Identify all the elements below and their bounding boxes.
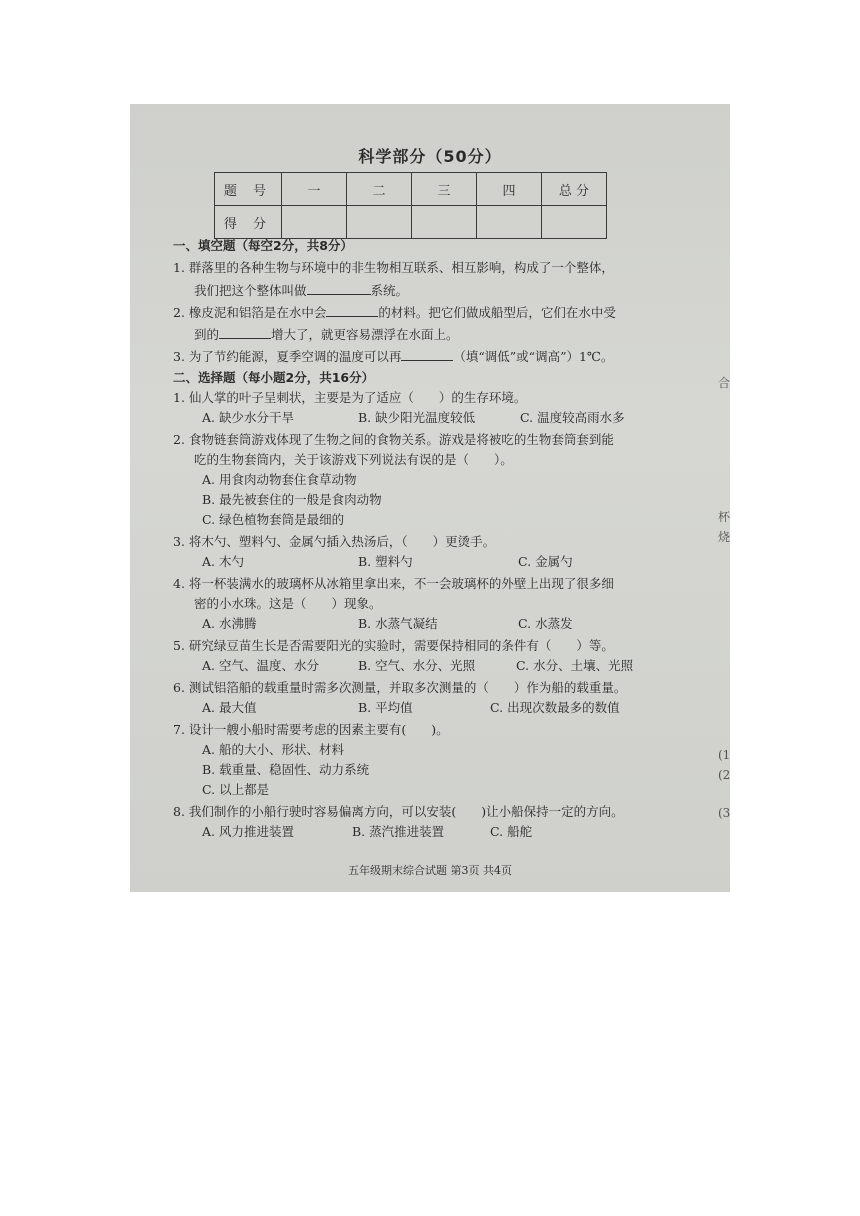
- question-line: 2. 食物链套筒游戏体现了生物之间的食物关系。游戏是将被吃的生物套筒套到能: [173, 432, 614, 447]
- score-cell: [282, 206, 347, 239]
- option-c: C. 以上都是: [202, 782, 270, 797]
- option-a: A. 船的大小、形状、材料: [202, 742, 344, 757]
- option-c: C. 金属勺: [518, 554, 573, 569]
- question-text: 的材料。把它们做成船型后，它们在水中受: [378, 305, 616, 320]
- option-b: B. 最先被套住的一般是食肉动物: [202, 492, 382, 507]
- question-line: 7. 设计一艘小船时需要考虑的因素主要有( )。: [173, 722, 449, 737]
- question-text: 系统。: [370, 283, 409, 298]
- answer-blank: [219, 325, 271, 339]
- score-header-cell: 四: [477, 173, 542, 206]
- section-heading: 一、填空题（每空2分，共8分）: [173, 238, 353, 253]
- option-c: C. 出现次数最多的数值: [490, 700, 620, 715]
- score-cell: [477, 206, 542, 239]
- score-row-label: 得 分: [215, 206, 282, 239]
- option-a: A. 用食肉动物套住食草动物: [202, 472, 357, 487]
- score-header-cell: 二: [347, 173, 412, 206]
- question-text: （填“调低”或“调高”）1℃。: [453, 349, 614, 364]
- question-line: 6. 测试铝箔船的载重量时需多次测量，并取多次测量的（ ）作为船的载重量。: [173, 680, 627, 695]
- question-text: 到的: [194, 327, 220, 342]
- score-header-cell: 题 号: [215, 173, 282, 206]
- option-c: C. 绿色植物套筒是最细的: [202, 512, 345, 527]
- question-text: 2. 橡皮泥和铝箔是在水中会: [173, 305, 327, 320]
- option-b: B. 水蒸气凝结: [358, 616, 438, 631]
- option-b: B. 载重量、稳固性、动力系统: [202, 762, 370, 777]
- question-line: 密的小水珠。这是（ ）现象。: [194, 596, 382, 611]
- option-b: B. 平均值: [358, 700, 413, 715]
- option-a: A. 缺少水分干旱: [202, 410, 294, 425]
- score-header-cell: 总 分: [542, 173, 607, 206]
- question-text: 我们把这个整体叫做: [194, 283, 307, 298]
- edge-fragment: (2: [718, 768, 730, 782]
- question-text: 增大了，就更容易漂浮在水面上。: [271, 327, 459, 342]
- option-b: B. 蒸汽推进装置: [352, 824, 445, 839]
- option-c: C. 水分、土壤、光照: [516, 658, 634, 673]
- question-line: 1. 仙人掌的叶子呈刺状，主要是为了适应（ ）的生存环境。: [173, 390, 527, 405]
- question-line: [194, 281, 408, 300]
- edge-fragment: 杯: [718, 510, 730, 524]
- question-line: 吃的生物套筒内，关于该游戏下列说法有误的是（ ）。: [194, 452, 513, 467]
- question-line: 8. 我们制作的小船行驶时容易偏离方向，可以安装( )让小船保持一定的方向。: [173, 804, 624, 819]
- option-a: A. 木勺: [202, 554, 244, 569]
- question-line: 1. 群落里的各种生物与环境中的非生物相互联系、相互影响，构成了一个整体，: [173, 260, 614, 275]
- option-c: C. 水蒸发: [518, 616, 573, 631]
- edge-fragment: 合: [718, 376, 730, 390]
- question-line: [194, 325, 459, 344]
- question-line: 4. 将一杯装满水的玻璃杯从冰箱里拿出来，不一会玻璃杯的外壁上出现了很多细: [173, 576, 614, 591]
- exam-photo: [130, 104, 730, 892]
- option-c: C. 温度较高雨水多: [520, 410, 625, 425]
- exam-sheet: [130, 104, 730, 892]
- question-text: 3. 为了节约能源，夏季空调的温度可以再: [173, 349, 402, 364]
- answer-blank: [401, 347, 453, 361]
- score-cell: [347, 206, 412, 239]
- score-table-header-row: [215, 173, 607, 206]
- score-table: [214, 172, 607, 239]
- option-a: A. 空气、温度、水分: [202, 658, 319, 673]
- option-b: B. 空气、水分、光照: [358, 658, 476, 673]
- score-cell: [542, 206, 607, 239]
- score-cell: [412, 206, 477, 239]
- question-line: 3. 将木勺、塑料勺、金属勺插入热汤后，（ ）更烫手。: [173, 534, 496, 549]
- option-b: B. 塑料勺: [358, 554, 413, 569]
- score-table-score-row: [215, 206, 607, 239]
- edge-fragment: (3: [718, 806, 730, 820]
- question-line: [173, 303, 616, 322]
- question-line: 5. 研究绿豆苗生长是否需要阳光的实验时，需要保持相同的条件有（ ）等。: [173, 638, 614, 653]
- score-header-cell: 一: [282, 173, 347, 206]
- option-b: B. 缺少阳光温度较低: [358, 410, 476, 425]
- option-a: A. 水沸腾: [202, 616, 257, 631]
- question-line: [173, 347, 613, 366]
- page-footer: 五年级期末综合试题 第3页 共4页: [348, 864, 512, 877]
- option-a: A. 最大值: [202, 700, 257, 715]
- score-header-cell: 三: [412, 173, 477, 206]
- option-c: C. 船舵: [490, 824, 533, 839]
- edge-fragment: (1: [718, 748, 730, 762]
- answer-blank: [307, 281, 371, 295]
- option-a: A. 风力推进装置: [202, 824, 294, 839]
- page-title: 科学部分（50分）: [358, 147, 502, 166]
- section-heading: 二、选择题（每小题2分，共16分）: [173, 370, 375, 385]
- edge-fragment: 烧: [718, 530, 730, 544]
- answer-blank: [326, 303, 378, 317]
